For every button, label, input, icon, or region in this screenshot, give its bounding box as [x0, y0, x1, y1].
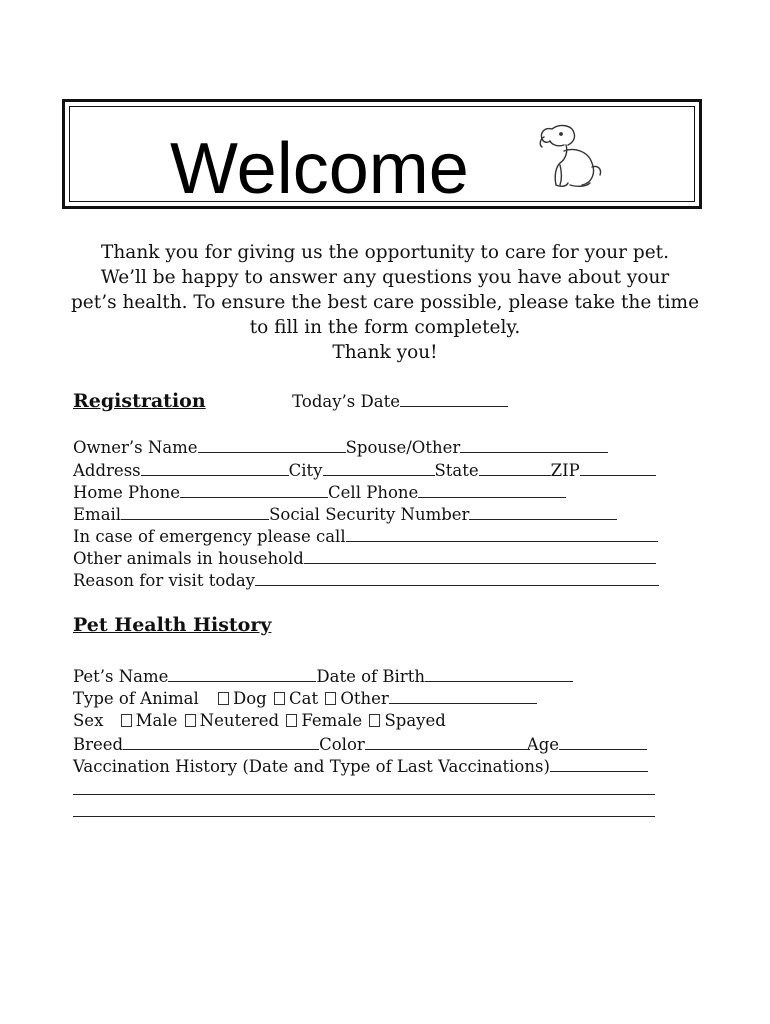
animal-type-label: Type of Animal	[73, 689, 199, 708]
other-animals-label: Other animals in household	[73, 549, 304, 568]
intro-paragraph	[60, 240, 710, 365]
address-field[interactable]	[141, 459, 289, 476]
spayed-option-label: Spayed	[384, 711, 446, 730]
cat-option-label: Cat	[289, 689, 319, 708]
cat-checkbox[interactable]	[274, 692, 285, 705]
breed-label: Breed	[73, 735, 124, 754]
vaccination-extra-line[interactable]	[73, 794, 655, 795]
owner-name-field[interactable]	[198, 436, 346, 453]
reason-field[interactable]	[255, 569, 659, 586]
ssn-field[interactable]	[469, 503, 617, 520]
neutered-checkbox[interactable]	[185, 714, 196, 727]
owner-row	[73, 436, 608, 459]
phone-row	[73, 481, 566, 504]
home-phone-field[interactable]	[180, 481, 328, 498]
dob-field[interactable]	[425, 665, 573, 682]
zip-label: ZIP	[550, 461, 580, 480]
intro-line: Thank you!	[332, 342, 438, 363]
color-label: Color	[319, 735, 365, 754]
state-label: State	[434, 461, 479, 480]
state-field[interactable]	[479, 459, 551, 476]
address-row	[73, 459, 656, 482]
email-row	[73, 503, 617, 526]
vaccination-row	[73, 755, 648, 778]
spouse-field[interactable]	[460, 436, 608, 453]
spayed-checkbox[interactable]	[369, 714, 380, 727]
banner-title: Welcome	[170, 129, 469, 209]
todays-date-field[interactable]	[400, 390, 508, 407]
reason-label: Reason for visit today	[73, 571, 255, 590]
male-option-label: Male	[135, 711, 178, 730]
zip-field[interactable]	[580, 459, 656, 476]
pet-name-row	[73, 665, 573, 688]
intro-line: pet’s health. To ensure the best care possible, please take the time	[70, 292, 700, 313]
welcome-banner	[62, 99, 702, 209]
banner-inner-border	[69, 106, 695, 209]
vaccination-field[interactable]	[550, 755, 648, 772]
sex-row	[73, 710, 446, 732]
cell-phone-label: Cell Phone	[328, 483, 419, 502]
email-field[interactable]	[121, 503, 269, 520]
male-checkbox[interactable]	[121, 714, 132, 727]
city-label: City	[288, 461, 323, 480]
pet-name-field[interactable]	[168, 665, 316, 682]
breed-field[interactable]	[123, 733, 319, 750]
pet-history-header-row	[73, 614, 271, 637]
spouse-label: Spouse/Other	[345, 438, 461, 457]
female-checkbox[interactable]	[286, 714, 297, 727]
intro-line: We’ll be happy to answer any questions you have about your	[100, 267, 670, 288]
neutered-option-label: Neutered	[199, 711, 280, 730]
owner-name-label: Owner’s Name	[73, 438, 198, 457]
breed-row	[73, 733, 647, 756]
color-field[interactable]	[365, 733, 527, 750]
other-option-label: Other	[340, 689, 389, 708]
pet-name-label: Pet’s Name	[73, 667, 169, 686]
other-animal-field[interactable]	[389, 687, 537, 704]
registration-heading: Registration	[73, 390, 206, 412]
home-phone-label: Home Phone	[73, 483, 181, 502]
ssn-label: Social Security Number	[269, 505, 470, 524]
other-animals-row	[73, 547, 656, 570]
other-animals-field[interactable]	[304, 547, 656, 564]
city-field[interactable]	[323, 459, 435, 476]
todays-date-label: Today’s Date	[292, 392, 400, 411]
vaccination-extra-line[interactable]	[73, 816, 655, 817]
age-field[interactable]	[559, 733, 647, 750]
other-checkbox[interactable]	[325, 692, 336, 705]
age-label: Age	[526, 735, 560, 754]
intro-line: Thank you for giving us the opportunity to care for your pet.	[101, 242, 669, 263]
registration-header-row	[73, 390, 508, 413]
female-option-label: Female	[301, 711, 363, 730]
sex-label: Sex	[73, 711, 104, 730]
animal-type-row	[73, 687, 537, 710]
pet-history-heading: Pet Health History	[73, 614, 272, 636]
cell-phone-field[interactable]	[418, 481, 566, 498]
emergency-field[interactable]	[346, 525, 658, 542]
dob-label: Date of Birth	[316, 667, 425, 686]
vaccination-label: Vaccination History (Date and Type of Last Vaccinations)	[73, 757, 550, 776]
dog-option-label: Dog	[233, 689, 267, 708]
intro-line: to fill in the form completely.	[249, 317, 521, 338]
address-label: Address	[73, 461, 141, 480]
reason-row	[73, 569, 659, 592]
email-label: Email	[73, 505, 122, 524]
emergency-label: In case of emergency please call	[73, 527, 346, 546]
dog-icon	[530, 115, 610, 195]
dog-checkbox[interactable]	[218, 692, 229, 705]
emergency-row	[73, 525, 658, 548]
